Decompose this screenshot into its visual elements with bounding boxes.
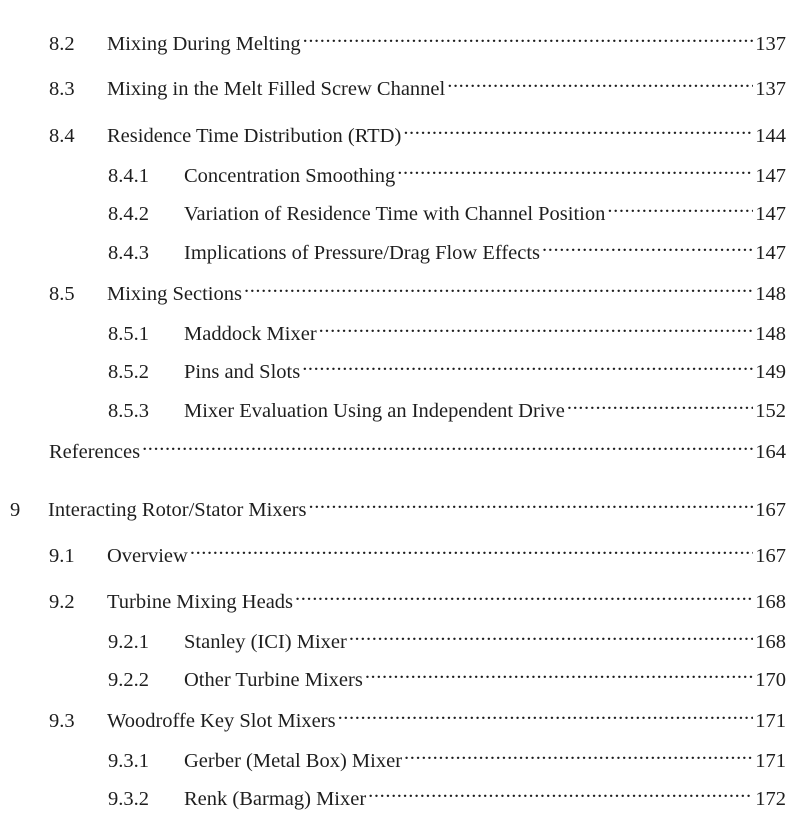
- page-number: 167: [755, 545, 786, 567]
- section-title: Renk (Barmag) Mixer: [184, 788, 367, 810]
- section-title: Turbine Mixing Heads: [107, 591, 294, 613]
- section-title: Mixer Evaluation Using an Independent Drive: [184, 400, 565, 422]
- dot-leader: [403, 112, 753, 142]
- section-title: Other Turbine Mixers: [184, 669, 363, 691]
- toc-entry-9-3[interactable]: [0, 697, 786, 732]
- page-number: 147: [755, 165, 786, 187]
- dot-leader: [302, 348, 753, 378]
- section-title: Residence Time Distribution (RTD): [107, 125, 402, 147]
- page-number: 148: [755, 283, 786, 305]
- section-number: 8.4.1: [108, 165, 149, 187]
- dot-leader: [319, 310, 754, 340]
- section-number: 8.5.1: [108, 323, 149, 345]
- section-title: Variation of Residence Time with Channel Position: [184, 203, 606, 225]
- dot-leader: [368, 775, 753, 805]
- toc-entry-8-4-3[interactable]: [0, 229, 786, 264]
- toc-entry-9-3-2[interactable]: [0, 775, 786, 810]
- dot-leader: [447, 65, 753, 95]
- page-number: 144: [755, 125, 786, 147]
- toc-entry-8-5-1[interactable]: [0, 310, 786, 345]
- page-number: 137: [755, 78, 786, 100]
- page-number: 171: [755, 750, 786, 772]
- page-number: 167: [755, 499, 786, 521]
- dot-leader: [308, 486, 753, 516]
- toc-entry-8-2[interactable]: [0, 20, 786, 55]
- page-number: 152: [755, 400, 786, 422]
- page-number: 148: [755, 323, 786, 345]
- dot-leader: [295, 578, 753, 608]
- toc-entry-8-5-3[interactable]: [0, 387, 786, 422]
- toc-entry-8-4-2[interactable]: [0, 190, 786, 225]
- section-number: 8.2: [49, 33, 75, 55]
- toc-entry-chapter-9[interactable]: [0, 486, 786, 521]
- dot-leader: [338, 697, 754, 727]
- page-number: 147: [755, 203, 786, 225]
- dot-leader: [244, 270, 753, 300]
- toc-entry-8-3[interactable]: [0, 65, 786, 100]
- page-number: 171: [755, 710, 786, 732]
- dot-leader: [365, 656, 753, 686]
- section-number: 9.2.2: [108, 669, 149, 691]
- page-number: 149: [755, 361, 786, 383]
- dot-leader: [397, 152, 753, 182]
- section-number: 8.4: [49, 125, 75, 147]
- toc-entry-references[interactable]: [0, 428, 786, 463]
- toc-entry-9-1[interactable]: [0, 532, 786, 567]
- dot-leader: [404, 737, 753, 767]
- page-number: 168: [755, 631, 786, 653]
- toc-entry-8-5-2[interactable]: [0, 348, 786, 383]
- section-number: 8.5.2: [108, 361, 149, 383]
- section-title: Woodroffe Key Slot Mixers: [107, 710, 336, 732]
- section-title: Mixing in the Melt Filled Screw Channel: [107, 78, 446, 100]
- section-number: 9.3.1: [108, 750, 149, 772]
- page-number: 172: [755, 788, 786, 810]
- chapter-title: Interacting Rotor/Stator Mixers: [48, 499, 307, 521]
- dot-leader: [190, 532, 753, 562]
- dot-leader: [142, 428, 753, 458]
- section-title: Gerber (Metal Box) Mixer: [184, 750, 403, 772]
- section-title: Maddock Mixer: [184, 323, 317, 345]
- toc-entry-8-4-1[interactable]: [0, 152, 786, 187]
- section-number: 9.1: [49, 545, 75, 567]
- page-number: 147: [755, 242, 786, 264]
- toc-entry-9-3-1[interactable]: [0, 737, 786, 772]
- section-number: 8.4.3: [108, 242, 149, 264]
- section-title: Stanley (ICI) Mixer: [184, 631, 347, 653]
- section-number: 8.4.2: [108, 203, 149, 225]
- dot-leader: [567, 387, 753, 417]
- section-number: 8.5: [49, 283, 75, 305]
- toc-entry-9-2[interactable]: [0, 578, 786, 613]
- section-title: Mixing During Melting: [107, 33, 301, 55]
- section-title: Pins and Slots: [184, 361, 301, 383]
- section-number: 8.5.3: [108, 400, 149, 422]
- toc-entry-8-5[interactable]: [0, 270, 786, 305]
- section-number: 9.2: [49, 591, 75, 613]
- toc-entry-8-4[interactable]: [0, 112, 786, 147]
- page-number: 164: [755, 441, 786, 463]
- toc-entry-9-2-1[interactable]: [0, 618, 786, 653]
- section-title: Overview: [107, 545, 188, 567]
- section-title: References: [49, 441, 141, 463]
- section-number: 9.3: [49, 710, 75, 732]
- section-number: 9.3.2: [108, 788, 149, 810]
- dot-leader: [607, 190, 753, 220]
- page-number: 168: [755, 591, 786, 613]
- page-number: 137: [755, 33, 786, 55]
- page-number: 170: [755, 669, 786, 691]
- section-number: 8.3: [49, 78, 75, 100]
- dot-leader: [542, 229, 753, 259]
- chapter-number: 9: [10, 499, 21, 521]
- dot-leader: [349, 618, 753, 648]
- section-title: Concentration Smoothing: [184, 165, 396, 187]
- dot-leader: [303, 20, 754, 50]
- toc-entry-9-2-2[interactable]: [0, 656, 786, 691]
- section-title: Mixing Sections: [107, 283, 242, 305]
- section-number: 9.2.1: [108, 631, 149, 653]
- section-title: Implications of Pressure/Drag Flow Effects: [184, 242, 541, 264]
